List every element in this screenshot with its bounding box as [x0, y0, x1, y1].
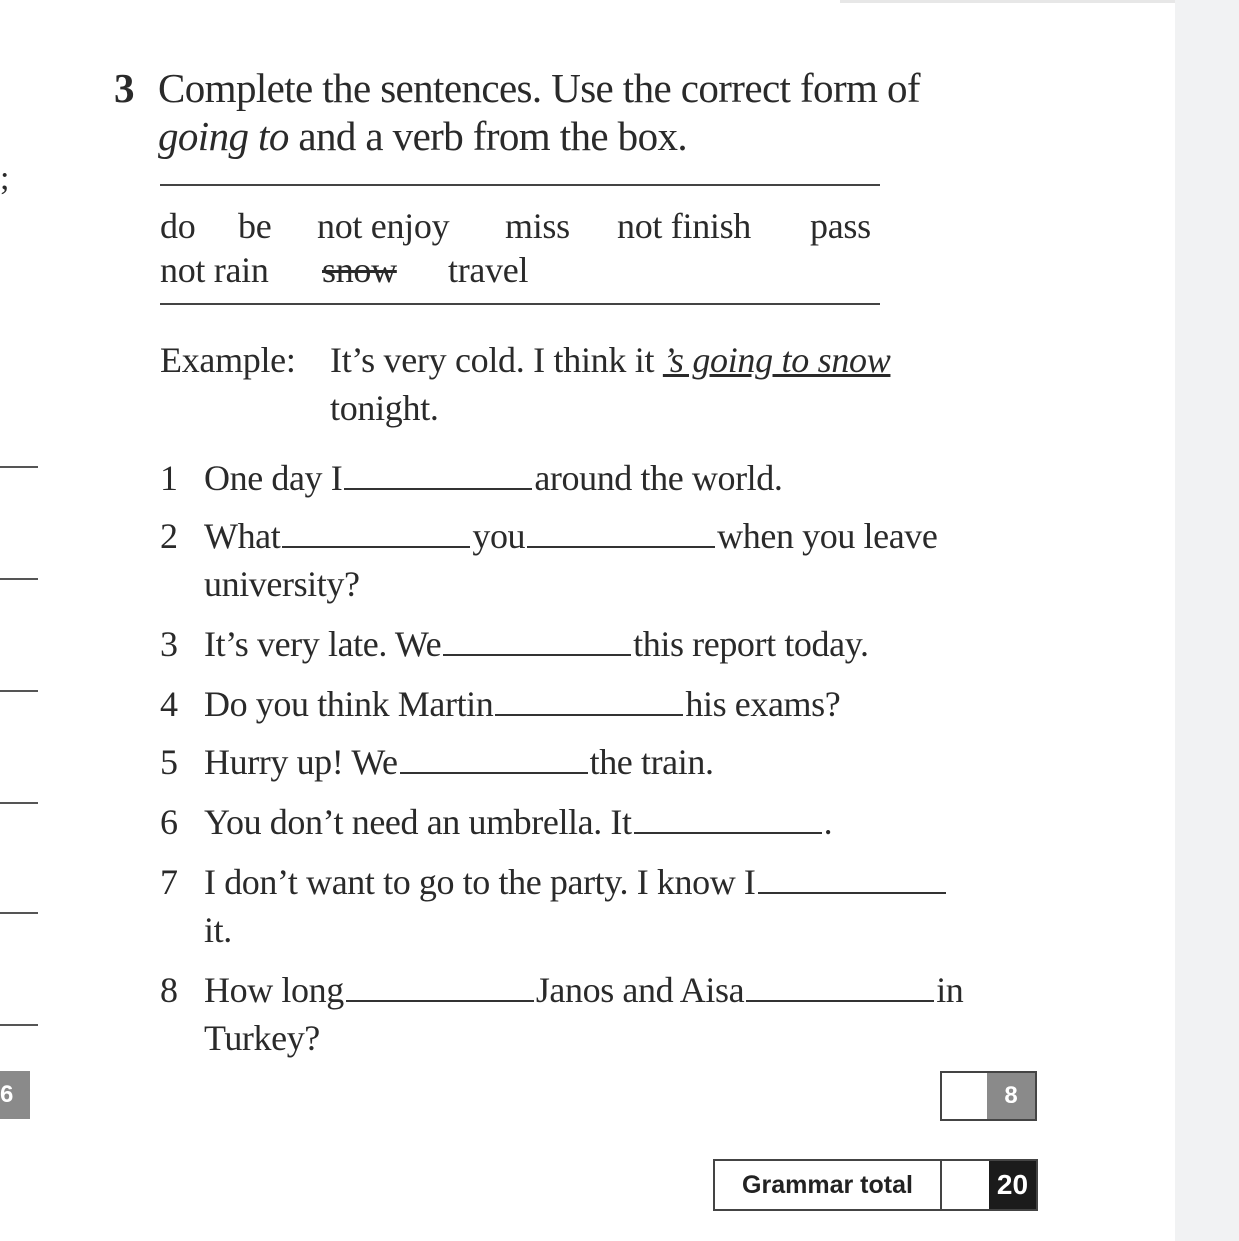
grammar-total-max: 20 [989, 1161, 1036, 1209]
question-number: 4 [160, 684, 178, 724]
question-number: 8 [160, 970, 178, 1010]
question-text: . [823, 802, 833, 842]
word-option: miss [505, 206, 570, 246]
margin-answer-line [0, 802, 38, 804]
word-option: not finish [617, 206, 752, 246]
question-number: 3 [160, 624, 178, 664]
question-number: 7 [160, 862, 178, 902]
question-number: 2 [160, 516, 178, 556]
question-2 [160, 512, 938, 608]
margin-answer-line [0, 578, 38, 580]
word-option-struck: snow [322, 250, 397, 290]
left-margin-glyph: ; [0, 160, 10, 197]
exercise-score-box [940, 1071, 1037, 1121]
margin-answer-line [0, 690, 38, 692]
question-text: when you leave [717, 516, 938, 556]
instruction-line-2: and a verb from the box. [288, 113, 688, 159]
question-number: 6 [160, 802, 178, 842]
exercise-number: 3 [114, 65, 134, 111]
word-box [160, 184, 880, 305]
question-text: his exams? [685, 684, 841, 724]
question-3 [160, 620, 869, 668]
margin-answer-line [0, 912, 38, 914]
answer-blank[interactable] [443, 622, 631, 656]
question-text: One day I [204, 458, 343, 498]
instruction-line-1: Complete the sentences. Use the correct form of [158, 65, 920, 111]
question-5 [160, 738, 714, 786]
question-4 [160, 680, 840, 728]
word-option: not enjoy [317, 206, 450, 246]
question-text: I don’t want to go to the party. I know I [204, 862, 756, 902]
example-continuation: tonight. [330, 388, 439, 428]
question-text: Janos and Aisa [535, 970, 745, 1010]
answer-blank[interactable] [758, 860, 946, 894]
question-6 [160, 798, 832, 846]
exercise-heading [114, 64, 920, 160]
answer-blank[interactable] [746, 968, 934, 1002]
question-text: Hurry up! We [204, 742, 398, 782]
word-option: do [160, 206, 196, 246]
word-option: not rain [160, 250, 269, 290]
word-option: be [238, 206, 272, 246]
example [160, 336, 890, 432]
answer-blank[interactable] [346, 968, 534, 1002]
score-max: 8 [987, 1073, 1035, 1119]
margin-answer-line [0, 1024, 38, 1026]
answer-blank[interactable] [282, 514, 470, 548]
question-7 [160, 858, 948, 954]
grammar-total-entry-cell[interactable] [942, 1161, 992, 1209]
page-edge-strip [1175, 0, 1239, 1241]
question-number: 1 [160, 458, 178, 498]
question-continuation: university? [204, 564, 360, 604]
question-text: How long [204, 970, 344, 1010]
grammar-total-label: Grammar total [715, 1161, 942, 1209]
top-divider [840, 0, 1175, 3]
question-text: this report today. [633, 624, 869, 664]
question-8 [160, 966, 963, 1062]
question-text: in [936, 970, 964, 1010]
question-text: You don’t need an umbrella. It [204, 802, 632, 842]
question-text: you [472, 516, 526, 556]
question-continuation: Turkey? [204, 1018, 320, 1058]
question-text: the train. [589, 742, 714, 782]
example-text: It’s very cold. I think it [330, 340, 663, 380]
question-continuation: it. [204, 910, 232, 950]
answer-blank[interactable] [527, 514, 715, 548]
word-option: travel [448, 250, 529, 290]
score-entry-cell[interactable] [942, 1073, 989, 1119]
answer-blank[interactable] [495, 682, 683, 716]
question-text: It’s very late. We [204, 624, 442, 664]
answer-blank[interactable] [344, 456, 532, 490]
question-number: 5 [160, 742, 178, 782]
answer-blank[interactable] [634, 800, 822, 834]
grammar-total-box [713, 1159, 1038, 1211]
answer-blank[interactable] [400, 740, 588, 774]
instruction-italic: going to [158, 113, 289, 159]
previous-section-score-tab: 6 [0, 1071, 30, 1119]
example-label: Example: [160, 340, 296, 380]
margin-answer-line [0, 466, 38, 468]
example-answer: ’s going to snow [662, 340, 891, 380]
question-1 [160, 454, 782, 502]
word-option: pass [810, 206, 871, 246]
question-text: around the world. [534, 458, 783, 498]
question-text: What [204, 516, 281, 556]
question-text: Do you think Martin [204, 684, 494, 724]
